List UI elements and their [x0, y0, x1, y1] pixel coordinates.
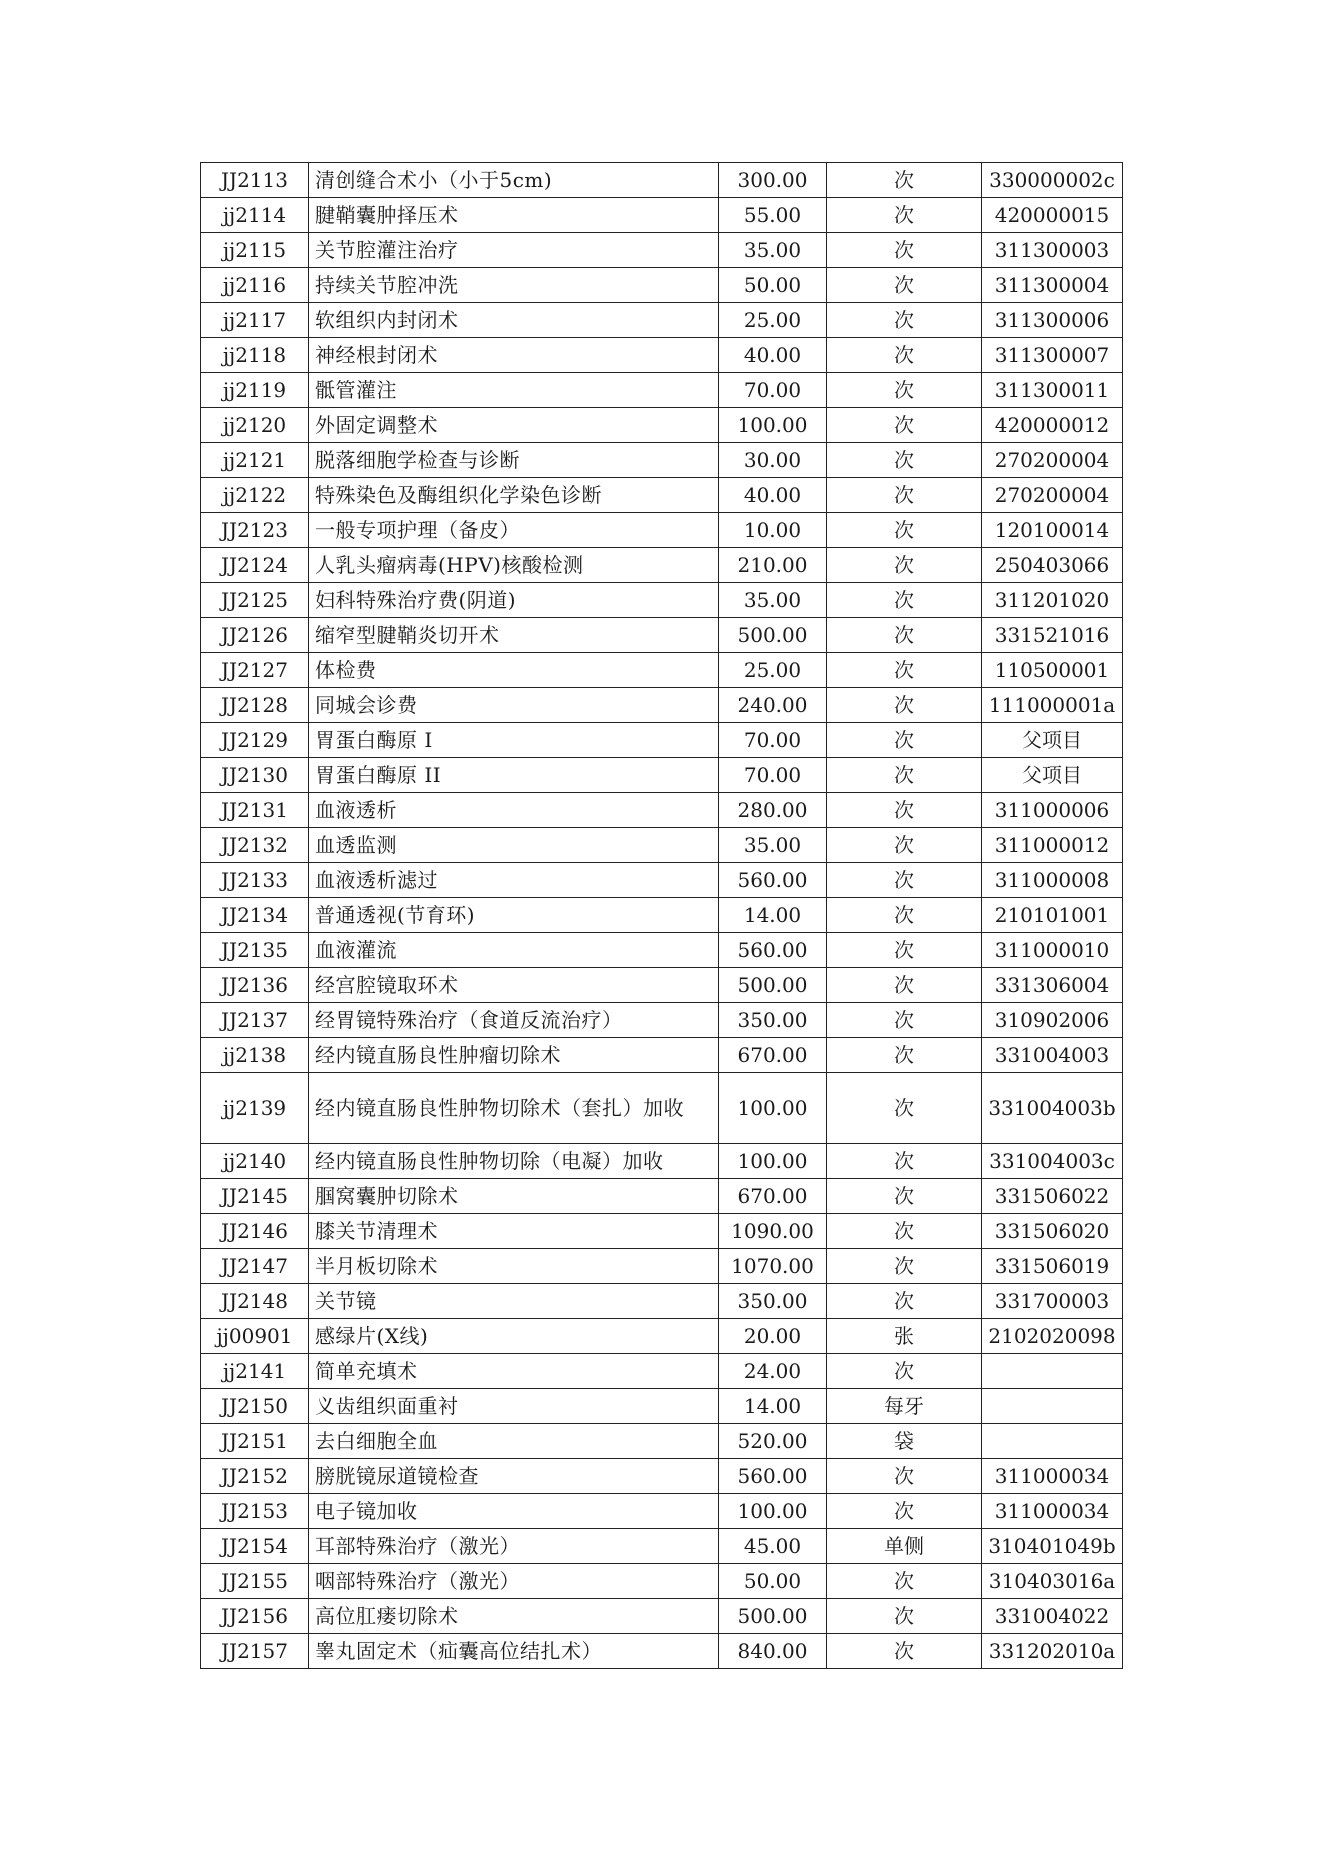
item-price-cell: 40.00	[719, 478, 827, 513]
item-unit-cell: 每牙	[827, 1389, 982, 1424]
item-price-cell: 35.00	[719, 828, 827, 863]
item-name-cell: 经内镜直肠良性肿物切除（电凝）加收	[309, 1144, 719, 1179]
item-standard-code-cell: 311300007	[982, 338, 1123, 373]
item-code-cell: JJ2146	[201, 1214, 309, 1249]
item-code-cell: jj2121	[201, 443, 309, 478]
item-code-cell: jj2117	[201, 303, 309, 338]
item-standard-code-cell: 父项目	[982, 723, 1123, 758]
item-name-cell: 持续关节腔冲洗	[309, 268, 719, 303]
item-code-cell: JJ2152	[201, 1459, 309, 1494]
item-name-cell: 经内镜直肠良性肿瘤切除术	[309, 1038, 719, 1073]
item-name-cell: 高位肛瘘切除术	[309, 1599, 719, 1634]
item-code-cell: JJ2126	[201, 618, 309, 653]
item-unit-cell: 次	[827, 443, 982, 478]
table-row	[201, 1214, 1123, 1249]
item-price-cell: 30.00	[719, 443, 827, 478]
item-code-cell: JJ2129	[201, 723, 309, 758]
item-unit-cell: 单侧	[827, 1529, 982, 1564]
table-row	[201, 653, 1123, 688]
item-code-cell: JJ2156	[201, 1599, 309, 1634]
table-row	[201, 1144, 1123, 1179]
table-row	[201, 443, 1123, 478]
item-standard-code-cell: 331004003	[982, 1038, 1123, 1073]
item-code-cell: JJ2135	[201, 933, 309, 968]
item-price-cell: 500.00	[719, 1599, 827, 1634]
item-code-cell: JJ2123	[201, 513, 309, 548]
table-row	[201, 408, 1123, 443]
item-standard-code-cell: 311000012	[982, 828, 1123, 863]
item-standard-code-cell: 310902006	[982, 1003, 1123, 1038]
item-code-cell: jj2140	[201, 1144, 309, 1179]
item-code-cell: jj2141	[201, 1354, 309, 1389]
item-code-cell: JJ2150	[201, 1389, 309, 1424]
item-code-cell: JJ2130	[201, 758, 309, 793]
table-row	[201, 688, 1123, 723]
item-standard-code-cell: 311300004	[982, 268, 1123, 303]
item-price-cell: 100.00	[719, 1494, 827, 1529]
item-name-cell: 关节腔灌注治疗	[309, 233, 719, 268]
item-code-cell: jj2139	[201, 1073, 309, 1144]
item-name-cell: 胃蛋白酶原 I	[309, 723, 719, 758]
item-price-cell: 14.00	[719, 1389, 827, 1424]
item-name-cell: 腘窝囊肿切除术	[309, 1179, 719, 1214]
item-code-cell: jj2116	[201, 268, 309, 303]
item-standard-code-cell: 331202010a	[982, 1634, 1123, 1669]
item-name-cell: 血液透析	[309, 793, 719, 828]
table-row	[201, 198, 1123, 233]
item-standard-code-cell: 331306004	[982, 968, 1123, 1003]
item-code-cell: JJ2127	[201, 653, 309, 688]
item-price-cell: 240.00	[719, 688, 827, 723]
item-standard-code-cell: 311000008	[982, 863, 1123, 898]
item-unit-cell: 次	[827, 303, 982, 338]
item-unit-cell: 次	[827, 1354, 982, 1389]
item-code-cell: JJ2137	[201, 1003, 309, 1038]
item-name-cell: 骶管灌注	[309, 373, 719, 408]
item-price-cell: 300.00	[719, 163, 827, 198]
item-price-cell: 520.00	[719, 1424, 827, 1459]
item-standard-code-cell: 420000012	[982, 408, 1123, 443]
item-unit-cell: 次	[827, 373, 982, 408]
item-unit-cell: 次	[827, 163, 982, 198]
item-standard-code-cell: 2102020098	[982, 1319, 1123, 1354]
item-standard-code-cell: 270200004	[982, 443, 1123, 478]
item-unit-cell: 次	[827, 1073, 982, 1144]
item-name-cell: 外固定调整术	[309, 408, 719, 443]
item-price-cell: 35.00	[719, 583, 827, 618]
item-unit-cell: 次	[827, 968, 982, 1003]
item-price-cell: 50.00	[719, 268, 827, 303]
item-code-cell: jj2114	[201, 198, 309, 233]
item-standard-code-cell: 331004003c	[982, 1144, 1123, 1179]
table-row	[201, 303, 1123, 338]
item-standard-code-cell: 331004022	[982, 1599, 1123, 1634]
table-row	[201, 1389, 1123, 1424]
item-name-cell: 人乳头瘤病毒(HPV)核酸检测	[309, 548, 719, 583]
item-name-cell: 脱落细胞学检查与诊断	[309, 443, 719, 478]
item-unit-cell: 次	[827, 618, 982, 653]
item-name-cell: 体检费	[309, 653, 719, 688]
item-price-cell: 20.00	[719, 1319, 827, 1354]
table-row	[201, 1038, 1123, 1073]
table-row	[201, 1424, 1123, 1459]
item-unit-cell: 次	[827, 548, 982, 583]
item-unit-cell: 次	[827, 758, 982, 793]
table-row	[201, 1529, 1123, 1564]
item-name-cell: 义齿组织面重衬	[309, 1389, 719, 1424]
item-code-cell: jj00901	[201, 1319, 309, 1354]
item-unit-cell: 次	[827, 268, 982, 303]
item-price-cell: 560.00	[719, 863, 827, 898]
item-standard-code-cell: 331521016	[982, 618, 1123, 653]
item-price-cell: 100.00	[719, 1073, 827, 1144]
item-code-cell: JJ2113	[201, 163, 309, 198]
table-row	[201, 163, 1123, 198]
item-name-cell: 神经根封闭术	[309, 338, 719, 373]
item-standard-code-cell: 210101001	[982, 898, 1123, 933]
item-name-cell: 腱鞘囊肿择压术	[309, 198, 719, 233]
item-code-cell: JJ2155	[201, 1564, 309, 1599]
item-standard-code-cell: 311300003	[982, 233, 1123, 268]
item-code-cell: JJ2125	[201, 583, 309, 618]
item-standard-code-cell: 270200004	[982, 478, 1123, 513]
item-price-cell: 350.00	[719, 1003, 827, 1038]
item-unit-cell: 次	[827, 233, 982, 268]
item-code-cell: JJ2124	[201, 548, 309, 583]
item-price-cell: 55.00	[719, 198, 827, 233]
item-price-cell: 10.00	[719, 513, 827, 548]
item-name-cell: 简单充填术	[309, 1354, 719, 1389]
item-name-cell: 膝关节清理术	[309, 1214, 719, 1249]
item-price-cell: 50.00	[719, 1564, 827, 1599]
item-unit-cell: 次	[827, 898, 982, 933]
item-name-cell: 经宫腔镜取环术	[309, 968, 719, 1003]
item-unit-cell: 次	[827, 1249, 982, 1284]
item-unit-cell: 次	[827, 828, 982, 863]
item-standard-code-cell: 311300011	[982, 373, 1123, 408]
item-name-cell: 血液透析滤过	[309, 863, 719, 898]
item-price-cell: 500.00	[719, 618, 827, 653]
item-unit-cell: 次	[827, 1284, 982, 1319]
item-name-cell: 血透监测	[309, 828, 719, 863]
item-name-cell: 膀胱镜尿道镜检查	[309, 1459, 719, 1494]
item-unit-cell: 次	[827, 933, 982, 968]
item-name-cell: 去白细胞全血	[309, 1424, 719, 1459]
item-name-cell: 血液灌流	[309, 933, 719, 968]
item-standard-code-cell: 310401049b	[982, 1529, 1123, 1564]
table-row	[201, 268, 1123, 303]
item-code-cell: jj2120	[201, 408, 309, 443]
table-row	[201, 828, 1123, 863]
item-unit-cell: 次	[827, 1038, 982, 1073]
table-row	[201, 1249, 1123, 1284]
table-row	[201, 513, 1123, 548]
item-price-cell: 25.00	[719, 653, 827, 688]
item-price-cell: 70.00	[719, 373, 827, 408]
item-unit-cell: 次	[827, 583, 982, 618]
item-price-cell: 1070.00	[719, 1249, 827, 1284]
item-standard-code-cell: 310403016a	[982, 1564, 1123, 1599]
table-row	[201, 1284, 1123, 1319]
item-price-cell: 840.00	[719, 1634, 827, 1669]
item-code-cell: JJ2128	[201, 688, 309, 723]
item-code-cell: JJ2132	[201, 828, 309, 863]
table-row	[201, 1459, 1123, 1494]
item-name-cell: 妇科特殊治疗费(阴道)	[309, 583, 719, 618]
item-standard-code-cell: 311000034	[982, 1459, 1123, 1494]
table-row	[201, 1494, 1123, 1529]
item-unit-cell: 次	[827, 688, 982, 723]
item-unit-cell: 次	[827, 1459, 982, 1494]
item-price-cell: 70.00	[719, 723, 827, 758]
item-standard-code-cell	[982, 1354, 1123, 1389]
item-name-cell: 感绿片(X线)	[309, 1319, 719, 1354]
item-price-cell: 24.00	[719, 1354, 827, 1389]
item-code-cell: JJ2133	[201, 863, 309, 898]
item-name-cell: 电子镜加收	[309, 1494, 719, 1529]
item-unit-cell: 次	[827, 1634, 982, 1669]
item-unit-cell: 次	[827, 513, 982, 548]
item-standard-code-cell: 250403066	[982, 548, 1123, 583]
item-standard-code-cell: 331506019	[982, 1249, 1123, 1284]
item-standard-code-cell: 311000006	[982, 793, 1123, 828]
item-unit-cell: 次	[827, 723, 982, 758]
item-name-cell: 耳部特殊治疗（激光）	[309, 1529, 719, 1564]
table-row	[201, 898, 1123, 933]
item-price-cell: 350.00	[719, 1284, 827, 1319]
item-name-cell: 关节镜	[309, 1284, 719, 1319]
item-standard-code-cell: 311201020	[982, 583, 1123, 618]
table-row	[201, 1073, 1123, 1144]
item-name-cell: 清创缝合术小（小于5cm)	[309, 163, 719, 198]
item-standard-code-cell	[982, 1389, 1123, 1424]
table-row	[201, 548, 1123, 583]
table-row	[201, 863, 1123, 898]
item-name-cell: 同城会诊费	[309, 688, 719, 723]
item-standard-code-cell: 420000015	[982, 198, 1123, 233]
item-standard-code-cell: 311000034	[982, 1494, 1123, 1529]
item-standard-code-cell: 311300006	[982, 303, 1123, 338]
item-price-cell: 210.00	[719, 548, 827, 583]
table-row	[201, 758, 1123, 793]
table-row	[201, 1003, 1123, 1038]
item-standard-code-cell: 330000002c	[982, 163, 1123, 198]
item-name-cell: 缩窄型腱鞘炎切开术	[309, 618, 719, 653]
table-row	[201, 1354, 1123, 1389]
item-price-cell: 45.00	[719, 1529, 827, 1564]
item-price-cell: 560.00	[719, 933, 827, 968]
item-code-cell: JJ2145	[201, 1179, 309, 1214]
item-code-cell: JJ2147	[201, 1249, 309, 1284]
item-unit-cell: 袋	[827, 1424, 982, 1459]
item-code-cell: jj2118	[201, 338, 309, 373]
item-unit-cell: 次	[827, 653, 982, 688]
item-standard-code-cell: 311000010	[982, 933, 1123, 968]
table-row	[201, 1634, 1123, 1669]
item-price-cell: 1090.00	[719, 1214, 827, 1249]
item-name-cell: 特殊染色及酶组织化学染色诊断	[309, 478, 719, 513]
item-price-cell: 40.00	[719, 338, 827, 373]
table-body	[201, 163, 1123, 1669]
item-code-cell: JJ2157	[201, 1634, 309, 1669]
table-row	[201, 478, 1123, 513]
item-name-cell: 半月板切除术	[309, 1249, 719, 1284]
item-code-cell: jj2115	[201, 233, 309, 268]
table-row	[201, 968, 1123, 1003]
item-price-cell: 35.00	[719, 233, 827, 268]
item-code-cell: JJ2148	[201, 1284, 309, 1319]
item-standard-code-cell: 120100014	[982, 513, 1123, 548]
item-code-cell: JJ2131	[201, 793, 309, 828]
item-standard-code-cell	[982, 1424, 1123, 1459]
table-row	[201, 1564, 1123, 1599]
item-name-cell: 睾丸固定术（疝囊高位结扎术）	[309, 1634, 719, 1669]
item-name-cell: 经胃镜特殊治疗（食道反流治疗）	[309, 1003, 719, 1038]
item-name-cell: 经内镜直肠良性肿物切除术（套扎）加收	[309, 1073, 719, 1144]
table-row	[201, 933, 1123, 968]
item-standard-code-cell: 父项目	[982, 758, 1123, 793]
item-name-cell: 普通透视(节育环)	[309, 898, 719, 933]
item-price-cell: 560.00	[719, 1459, 827, 1494]
item-code-cell: JJ2151	[201, 1424, 309, 1459]
item-unit-cell: 次	[827, 198, 982, 233]
item-unit-cell: 次	[827, 1214, 982, 1249]
item-price-cell: 14.00	[719, 898, 827, 933]
item-unit-cell: 次	[827, 793, 982, 828]
item-standard-code-cell: 331506022	[982, 1179, 1123, 1214]
item-code-cell: JJ2136	[201, 968, 309, 1003]
item-code-cell: jj2138	[201, 1038, 309, 1073]
item-unit-cell: 次	[827, 1564, 982, 1599]
item-standard-code-cell: 110500001	[982, 653, 1123, 688]
item-unit-cell: 次	[827, 1003, 982, 1038]
item-unit-cell: 次	[827, 408, 982, 443]
item-unit-cell: 次	[827, 478, 982, 513]
item-code-cell: jj2122	[201, 478, 309, 513]
table-row	[201, 1179, 1123, 1214]
item-unit-cell: 次	[827, 1179, 982, 1214]
item-standard-code-cell: 111000001a	[982, 688, 1123, 723]
table-row	[201, 233, 1123, 268]
item-code-cell: JJ2134	[201, 898, 309, 933]
item-code-cell: jj2119	[201, 373, 309, 408]
item-name-cell: 软组织内封闭术	[309, 303, 719, 338]
item-unit-cell: 次	[827, 338, 982, 373]
item-price-cell: 670.00	[719, 1179, 827, 1214]
table-row	[201, 373, 1123, 408]
table-row	[201, 338, 1123, 373]
item-price-cell: 500.00	[719, 968, 827, 1003]
table-row	[201, 1599, 1123, 1634]
item-unit-cell: 次	[827, 1599, 982, 1634]
item-code-cell: JJ2154	[201, 1529, 309, 1564]
table-row	[201, 618, 1123, 653]
table-row	[201, 1319, 1123, 1354]
table-row	[201, 723, 1123, 758]
table-row	[201, 793, 1123, 828]
item-price-cell: 70.00	[719, 758, 827, 793]
item-price-cell: 100.00	[719, 1144, 827, 1179]
item-name-cell: 胃蛋白酶原 II	[309, 758, 719, 793]
item-standard-code-cell: 331004003b	[982, 1073, 1123, 1144]
item-code-cell: JJ2153	[201, 1494, 309, 1529]
table-row	[201, 583, 1123, 618]
item-price-cell: 670.00	[719, 1038, 827, 1073]
price-table	[200, 162, 1123, 1669]
item-price-cell: 280.00	[719, 793, 827, 828]
item-unit-cell: 次	[827, 1144, 982, 1179]
item-standard-code-cell: 331700003	[982, 1284, 1123, 1319]
item-name-cell: 咽部特殊治疗（激光）	[309, 1564, 719, 1599]
item-unit-cell: 张	[827, 1319, 982, 1354]
item-price-cell: 25.00	[719, 303, 827, 338]
item-standard-code-cell: 331506020	[982, 1214, 1123, 1249]
item-name-cell: 一般专项护理（备皮）	[309, 513, 719, 548]
item-unit-cell: 次	[827, 863, 982, 898]
item-price-cell: 100.00	[719, 408, 827, 443]
item-unit-cell: 次	[827, 1494, 982, 1529]
